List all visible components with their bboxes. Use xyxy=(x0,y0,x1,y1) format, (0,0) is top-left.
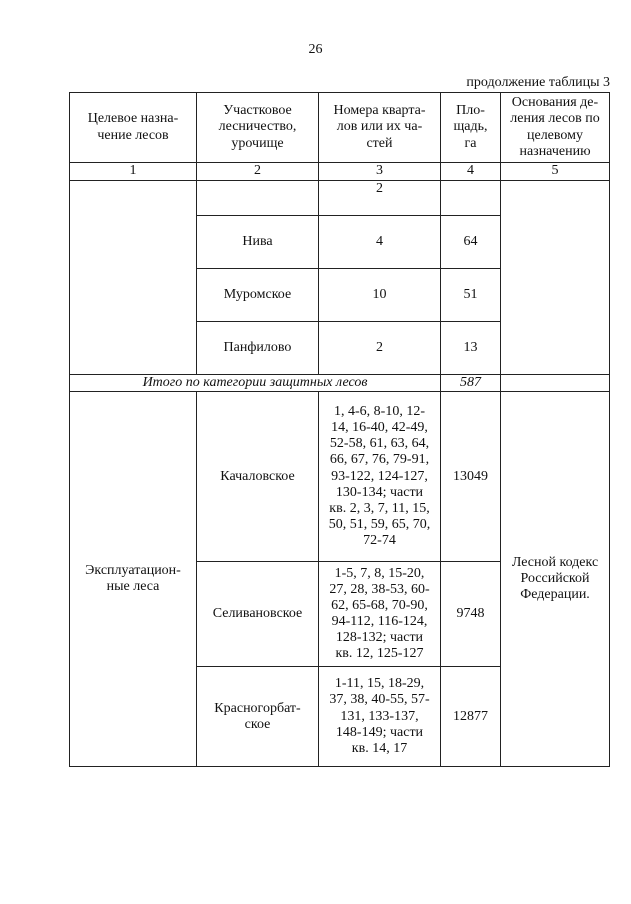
table-row xyxy=(70,181,610,216)
column-number: 1 xyxy=(70,163,197,181)
header-area: Пло- щадь, га xyxy=(441,93,501,163)
area-cell: 51 xyxy=(441,269,501,322)
basis-cell-empty xyxy=(501,181,610,375)
area-cell: 13049 xyxy=(441,392,501,562)
area-cell xyxy=(441,181,501,216)
forestry-cell: Нива xyxy=(197,216,319,269)
forestry-cell: Качаловское xyxy=(197,392,319,562)
subtotal-label: Итого по категории защитных лесов xyxy=(70,375,441,392)
quarters-cell: 1-11, 15, 18-29, 37, 38, 40-55, 57- 131, 133-137, 148-149; части кв. 14, 17 xyxy=(319,667,441,767)
quarters-cell: 1, 4-6, 8-10, 12- 14, 16-40, 42-49, 52-58, 61, 63, 64, 66, 67, 76, 79-91, 93-122, 124-127, 130-134; части кв. 2, 3, 7, 11, 15, 50, 51, 59, 65, 70, 72-74 xyxy=(319,392,441,562)
page-number: 26 xyxy=(308,42,323,57)
header-basis: Основания де- ления лесов по целевому назначению xyxy=(501,93,610,163)
area-cell: 9748 xyxy=(441,562,501,667)
quarters-cell: 1-5, 7, 8, 15-20, 27, 28, 38-53, 60- 62, 65-68, 70-90, 94-112, 116-124, 128-132; части кв. 12, 125-127 xyxy=(319,562,441,667)
column-number: 2 xyxy=(197,163,319,181)
quarters-cell: 2 xyxy=(319,181,441,216)
column-number: 5 xyxy=(501,163,610,181)
table-continuation-label: продолжение таблицы 3 xyxy=(466,75,610,90)
quarters-cell: 4 xyxy=(319,216,441,269)
purpose-cell: Эксплуатацион- ные леса xyxy=(70,392,197,767)
column-number-row xyxy=(70,163,610,181)
quarters-cell: 2 xyxy=(319,322,441,375)
table-row xyxy=(70,392,610,562)
purpose-cell-empty xyxy=(70,181,197,375)
area-cell: 12877 xyxy=(441,667,501,767)
header-purpose: Целевое назна- чение лесов xyxy=(70,93,197,163)
header-row xyxy=(70,93,610,163)
forest-purpose-table xyxy=(69,92,610,767)
header-quarters: Номера кварта- лов или их ча- стей xyxy=(319,93,441,163)
forestry-cell: Селивановское xyxy=(197,562,319,667)
subtotal-row xyxy=(70,375,610,392)
basis-cell: Лесной кодекс Российской Федерации. xyxy=(501,392,610,767)
forestry-cell xyxy=(197,181,319,216)
quarters-cell: 10 xyxy=(319,269,441,322)
header-forestry: Участковое лесничество, урочище xyxy=(197,93,319,163)
subtotal-area: 587 xyxy=(441,375,501,392)
area-cell: 64 xyxy=(441,216,501,269)
forestry-cell: Красногорбат- ское xyxy=(197,667,319,767)
column-number: 3 xyxy=(319,163,441,181)
area-cell: 13 xyxy=(441,322,501,375)
forestry-cell: Панфилово xyxy=(197,322,319,375)
forestry-cell: Муромское xyxy=(197,269,319,322)
subtotal-basis-empty xyxy=(501,375,610,392)
column-number: 4 xyxy=(441,163,501,181)
